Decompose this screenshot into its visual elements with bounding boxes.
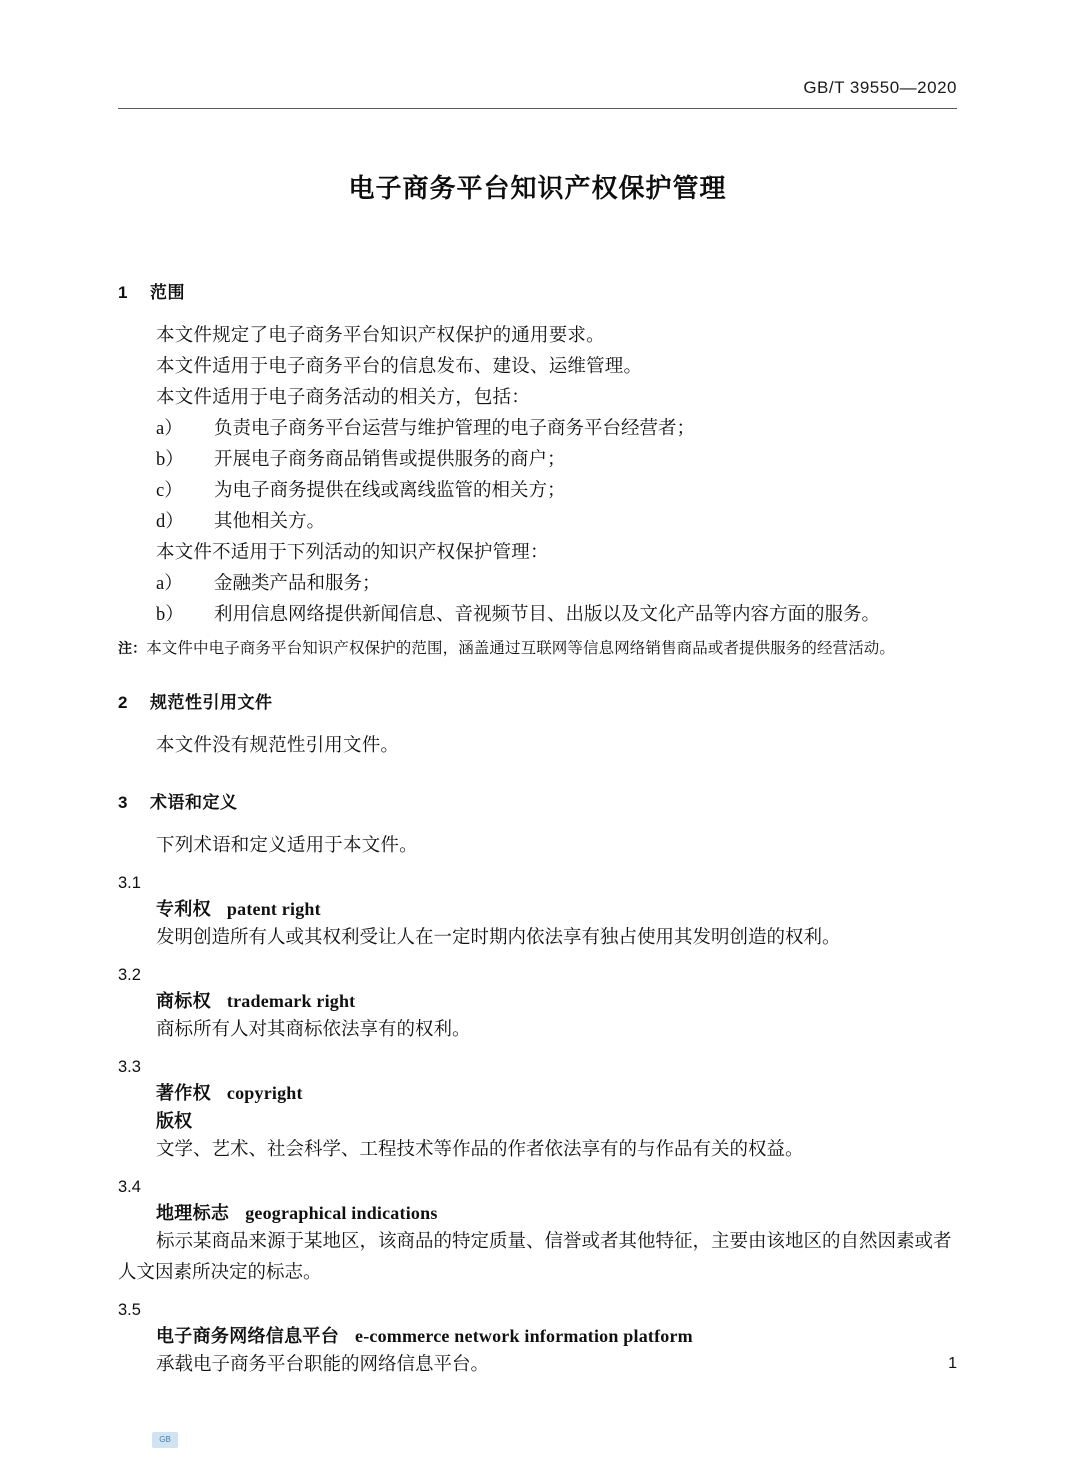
section-heading-1 [118, 278, 958, 303]
note-label: 注： [118, 640, 147, 656]
section-1-paragraph-4: 本文件不适用于下列活动的知识产权保护管理： [156, 543, 549, 563]
list-item [118, 600, 958, 631]
list-marker: c） [156, 481, 183, 501]
list-marker: d） [156, 512, 184, 532]
term-name-en: copyright [226, 1083, 303, 1103]
document-body [118, 252, 958, 1381]
section-title-2: 规范性引用文件 [150, 693, 273, 712]
term-name [156, 1199, 958, 1225]
page-title: 电子商务平台知识产权保护管理 [348, 173, 727, 203]
term-name-zh: 著作权 [156, 1083, 211, 1103]
list-item [118, 414, 958, 445]
term-name-en: e-commerce network information platform [355, 1326, 693, 1346]
term-number: 3.2 [118, 966, 141, 984]
watermark-label: GB [159, 1435, 171, 1444]
term-definition: 发明创造所有人或其权利受让人在一定时期内依法享有独占使用其发明创造的权利。 [156, 928, 841, 948]
section-heading-3 [118, 788, 958, 813]
standard-code-header: GB/T 39550—2020 [803, 78, 957, 97]
list-text: 利用信息网络提供新闻信息、音视频节目、出版以及文化产品等内容方面的服务。 [214, 605, 881, 625]
term-name-en: patent right [226, 899, 321, 919]
list-text: 为电子商务提供在线或离线监管的相关方； [214, 481, 566, 501]
section-1-paragraph-1: 本文件规定了电子商务平台知识产权保护的通用要求。 [156, 326, 605, 346]
section-number-2: 2 [118, 693, 128, 712]
list-marker: b） [156, 605, 184, 625]
term-name-en: trademark right [226, 991, 356, 1011]
list-text: 金融类产品和服务； [214, 574, 381, 594]
term-number: 3.1 [118, 874, 141, 892]
list-marker: a） [156, 419, 183, 439]
term-definition: 标示某商品来源于某地区，该商品的特定质量、信誉或者其他特征，主要由该地区的自然因素或者人文因素所决定的标志。 [118, 1232, 952, 1283]
section-number-3: 3 [118, 793, 128, 812]
note-text: 本文件中电子商务平台知识产权保护的范围，涵盖通过互联网等信息网络销售商品或者提供服务的经营活动。 [146, 640, 896, 657]
list-marker: a） [156, 574, 183, 594]
section-3-paragraph-1: 下列术语和定义适用于本文件。 [156, 836, 418, 856]
term-name [156, 1079, 958, 1105]
list-text: 其他相关方。 [214, 512, 326, 532]
section-heading-2 [118, 688, 958, 713]
section-number-1: 1 [118, 283, 128, 302]
list-text: 开展电子商务商品销售或提供服务的商户； [214, 450, 566, 470]
term-name-zh: 专利权 [156, 899, 211, 919]
page-number: 1 [948, 1355, 957, 1372]
term-definition: 承载电子商务平台职能的网络信息平台。 [156, 1355, 490, 1375]
section-title-3: 术语和定义 [150, 793, 238, 812]
list-marker: b） [156, 450, 184, 470]
header-divider [118, 108, 957, 109]
section-2-paragraph-1: 本文件没有规范性引用文件。 [156, 736, 400, 756]
term-definition: 商标所有人对其商标依法享有的权利。 [156, 1020, 471, 1040]
watermark-logo [152, 1432, 178, 1448]
term-definition: 文学、艺术、社会科学、工程技术等作品的作者依法享有的与作品有关的权益。 [156, 1140, 804, 1160]
term-name [156, 987, 958, 1013]
list-item [118, 569, 958, 600]
term-name-zh: 电子商务网络信息平台 [156, 1326, 339, 1346]
list-text: 负责电子商务平台运营与维护管理的电子商务平台经营者； [214, 419, 696, 439]
term-name [156, 1322, 958, 1348]
section-title-1: 范围 [150, 283, 185, 302]
term-name [156, 895, 958, 921]
list-item [118, 445, 958, 476]
term-number: 3.4 [118, 1178, 141, 1196]
term-name-en: geographical indications [245, 1203, 438, 1223]
list-item [118, 507, 958, 538]
term-alt-name: 版权 [156, 1111, 192, 1131]
term-number: 3.3 [118, 1058, 141, 1076]
term-number: 3.5 [118, 1301, 141, 1319]
list-item [118, 476, 958, 507]
term-name-zh: 地理标志 [156, 1203, 230, 1223]
section-1-paragraph-2: 本文件适用于电子商务平台的信息发布、建设、运维管理。 [156, 357, 643, 377]
section-1-paragraph-3: 本文件适用于电子商务活动的相关方，包括： [156, 388, 531, 408]
term-name-zh: 商标权 [156, 991, 211, 1011]
section-1-note [118, 635, 958, 662]
